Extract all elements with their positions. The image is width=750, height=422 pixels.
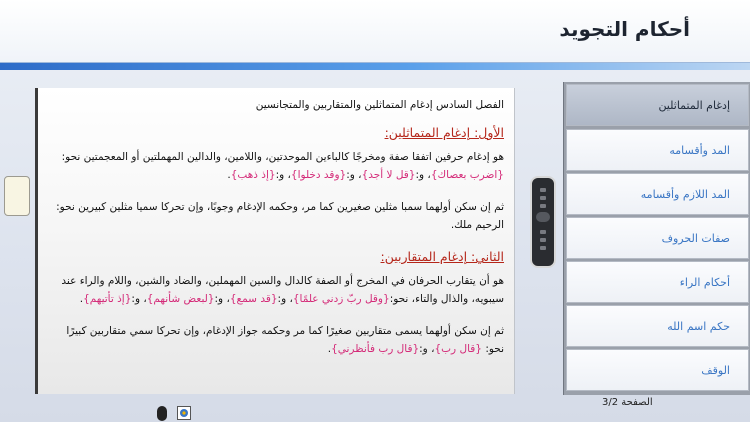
previous-page-button[interactable] bbox=[4, 176, 30, 216]
section-heading: الأول: إدغام المتماثلين: bbox=[384, 125, 504, 140]
sidebar bbox=[563, 82, 750, 395]
quran-example: {قل لا أجد} bbox=[361, 169, 416, 181]
sidebar-item-ahkam-raa[interactable]: أحكام الراء bbox=[566, 261, 749, 303]
end-text: . bbox=[327, 343, 332, 355]
quran-example: {إذ تأتيهم} bbox=[83, 293, 132, 305]
sidebar-item-madd-lazim[interactable]: المد اللازم وأقسامه bbox=[566, 173, 749, 215]
separator-text: ، و: bbox=[277, 293, 293, 305]
end-text: . bbox=[79, 293, 84, 305]
section-heading: الثاني: إدغام المتقاربين: bbox=[380, 249, 504, 264]
quran-example: {قد سمع} bbox=[229, 293, 278, 305]
separator-text: ، و: bbox=[415, 169, 431, 181]
page-title: أحكام التجويد bbox=[559, 17, 690, 41]
paragraph bbox=[48, 148, 504, 184]
paragraph-text: متقاربين كبيرًا نحو: bbox=[66, 325, 504, 355]
content-panel[interactable] bbox=[35, 88, 515, 394]
paragraph bbox=[48, 322, 504, 358]
sidebar-item-idgham-mutamathilayn[interactable]: إدغام المتماثلين bbox=[566, 84, 749, 126]
page-number: الصفحة 3/2 bbox=[602, 397, 653, 408]
separator-text: ، و: bbox=[214, 293, 230, 305]
sidebar-item-sifat-huruf[interactable]: صفات الحروف bbox=[566, 217, 749, 259]
separator-text: ، و: bbox=[346, 169, 362, 181]
quran-example: {إذ ذهب} bbox=[230, 169, 276, 181]
sidebar-item-waqf[interactable]: الوقف bbox=[566, 349, 749, 391]
header-divider bbox=[0, 62, 750, 70]
sidebar-item-madd[interactable]: المد وأقسامه bbox=[566, 129, 749, 171]
sidebar-item-ism-allah[interactable]: حكم اسم الله bbox=[566, 305, 749, 347]
paragraph-text: هو أن يتقارب الحرفان في المخرج أو الصفة كالدال والسين المهملين، والضاد والشين، واللام والراء عند سيبويه، والذال والتاء، نحو: bbox=[61, 275, 504, 305]
separator-text: ، و: bbox=[419, 343, 435, 355]
paragraph-text: ثم إن سكن أولهما يسمى متقاربين صغيرًا كما مر وحكمه جواز الإدغام، وإن تحركا سمي bbox=[129, 325, 504, 337]
end-text: . bbox=[227, 169, 231, 181]
paragraph-text: هو إدغام حرفين اتفقا صفة ومخرجًا كالباءين الموحدتين، واللامين، والدالين المهملتين أو المعجمتين نحو: bbox=[61, 151, 504, 163]
paragraph bbox=[48, 272, 504, 308]
mouse-icon bbox=[157, 406, 167, 421]
separator-text: ، و: bbox=[275, 169, 291, 181]
chapter-title: الفصل السادس إدغام المتماثلين والمتقاربين والمتجانسين bbox=[255, 99, 504, 111]
quran-example: {وقل ربّ زدني علمًا} bbox=[292, 293, 390, 305]
remote-control-icon bbox=[530, 176, 556, 268]
header bbox=[0, 0, 750, 70]
separator-text: ، و: bbox=[131, 293, 147, 305]
app-logo-icon bbox=[177, 406, 191, 420]
quran-example: {لبعض شأنهم} bbox=[146, 293, 215, 305]
quran-example: {قال رب} bbox=[434, 343, 482, 355]
quran-example: {وقد دخلوا} bbox=[290, 169, 347, 181]
paragraph: ثم إن سكن أولهما سمبا مثلين صغيرين كما مر، وحكمه الإدغام وجوبًا، وإن تحركا سميا مثلين كبيرين نحو: الرحيم ملك. bbox=[56, 201, 504, 231]
quran-example: {قال رب فأنظرني} bbox=[331, 343, 420, 355]
quran-example: {اضرب بعصاك} bbox=[430, 169, 504, 181]
